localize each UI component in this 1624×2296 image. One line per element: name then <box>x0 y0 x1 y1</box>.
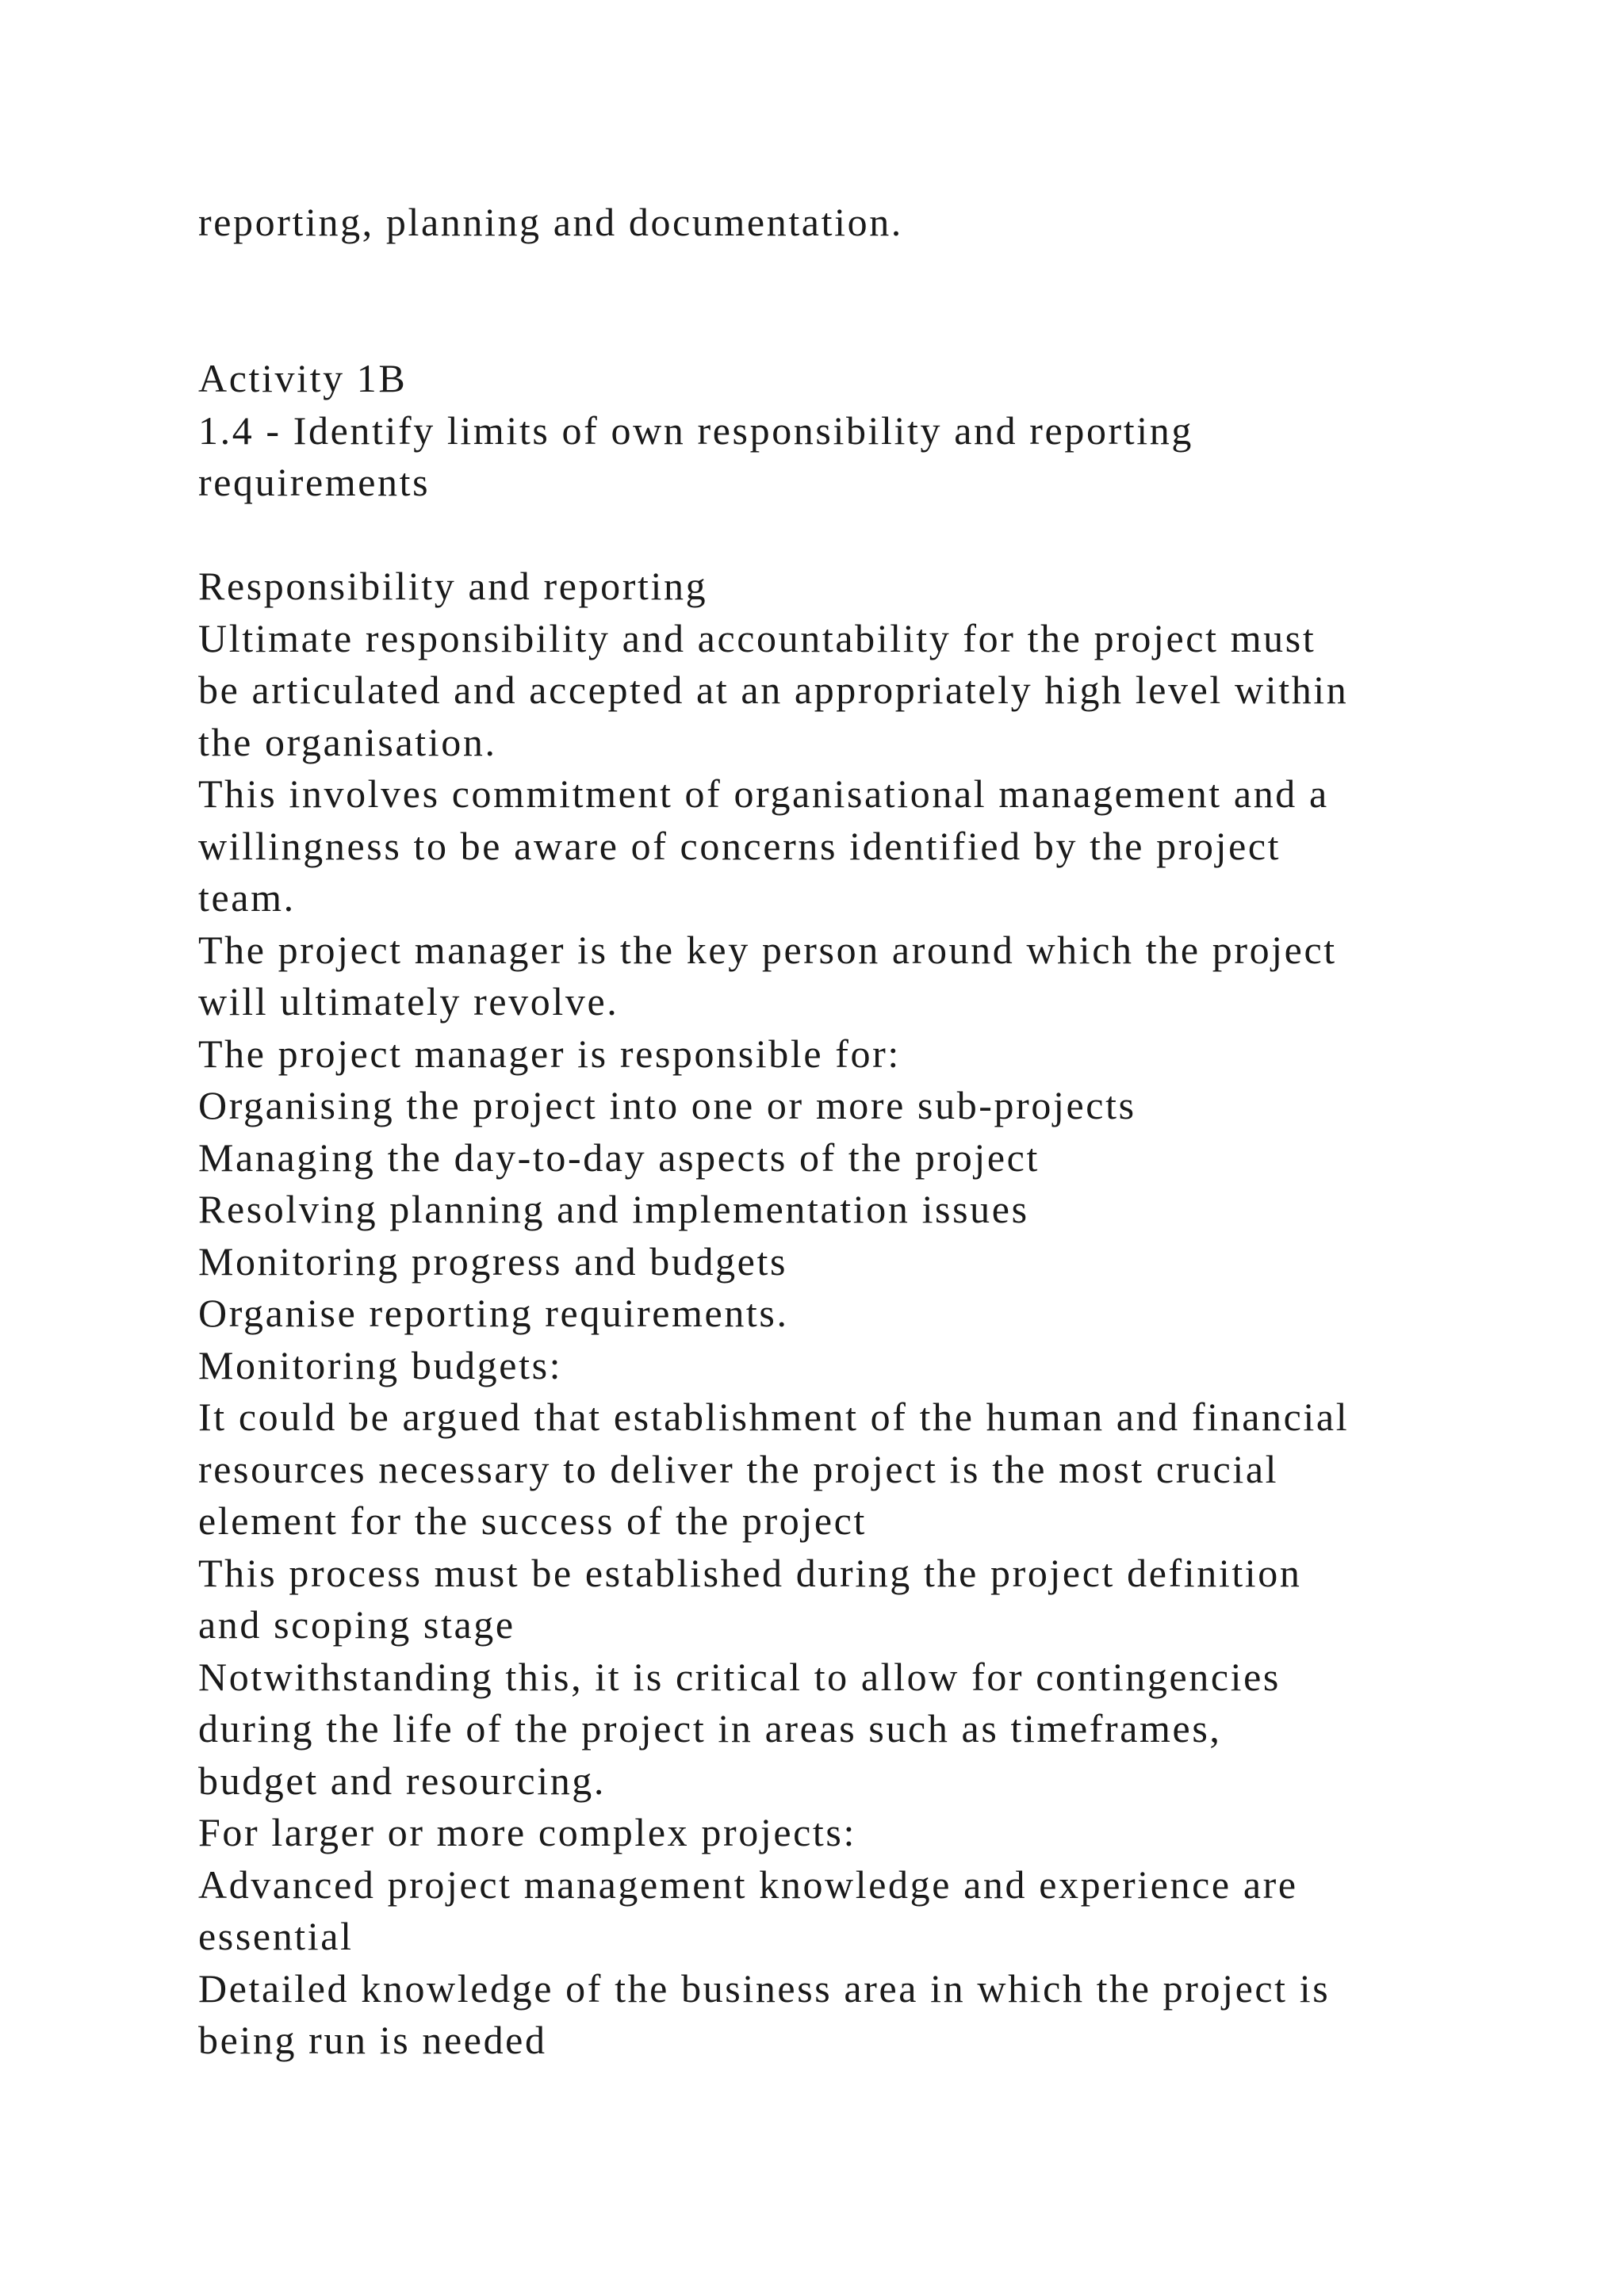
body-line: Monitoring budgets: <box>198 1342 563 1387</box>
body-line: resources necessary to deliver the project is the most crucial <box>198 1446 1279 1491</box>
body-line: team. <box>198 875 296 920</box>
body-line: be articulated and accepted at an appropriately high level within <box>198 668 1349 712</box>
body-line: the organisation. <box>198 719 497 764</box>
body-line: It could be argued that establishment of the human and financial <box>198 1395 1350 1439</box>
body-line: For larger or more complex projects: <box>198 1810 856 1854</box>
body-line: The project manager is responsible for: <box>198 1031 901 1076</box>
body-line: Ultimate responsibility and accountability for the project must <box>198 615 1316 660</box>
intro-line: reporting, planning and documentation. <box>198 200 903 244</box>
intro-text <box>198 197 1546 249</box>
body-line: Detailed knowledge of the business area in which the project is <box>198 1965 1331 2011</box>
body-line: Notwithstanding this, it is critical to allow for contingencies <box>198 1654 1281 1699</box>
body-line: This process must be established during the project definition <box>198 1550 1302 1595</box>
body-line: and scoping stage <box>198 1602 515 1647</box>
subheading: Responsibility and reporting <box>198 564 708 608</box>
body-line: willingness to be aware of concerns identified by the project <box>198 823 1281 868</box>
paragraph-gap <box>198 509 1546 561</box>
body-line: Managing the day-to-day aspects of the project <box>198 1135 1040 1180</box>
body-line: This involves commitment of organisational management and a <box>198 771 1329 816</box>
body-line: essential <box>198 1914 354 1958</box>
body-line: Resolving planning and implementation issues <box>198 1187 1029 1231</box>
body-line: The project manager is the key person around which the project <box>198 927 1337 972</box>
body-line: element for the success of the project <box>198 1498 867 1543</box>
body-line: will ultimately revolve. <box>198 979 619 1024</box>
body-line: being run is needed <box>198 2018 547 2062</box>
body-line: Advanced project management knowledge and experience are <box>198 1862 1298 1907</box>
body-line: budget and resourcing. <box>198 1758 607 1803</box>
body-line: Organise reporting requirements. <box>198 1291 789 1335</box>
body-line: during the life of the project in areas such as timeframes, <box>198 1706 1222 1751</box>
body-line: Organising the project into one or more sub-projects <box>198 1083 1136 1127</box>
activity-label: Activity 1B <box>198 356 408 400</box>
body-text <box>198 613 1546 2067</box>
activity-section <box>198 353 1546 2067</box>
section-heading-line: requirements <box>198 460 431 504</box>
section-heading-line: 1.4 - Identify limits of own responsibility and reporting <box>198 408 1193 453</box>
body-line: Monitoring progress and budgets <box>198 1238 788 1284</box>
